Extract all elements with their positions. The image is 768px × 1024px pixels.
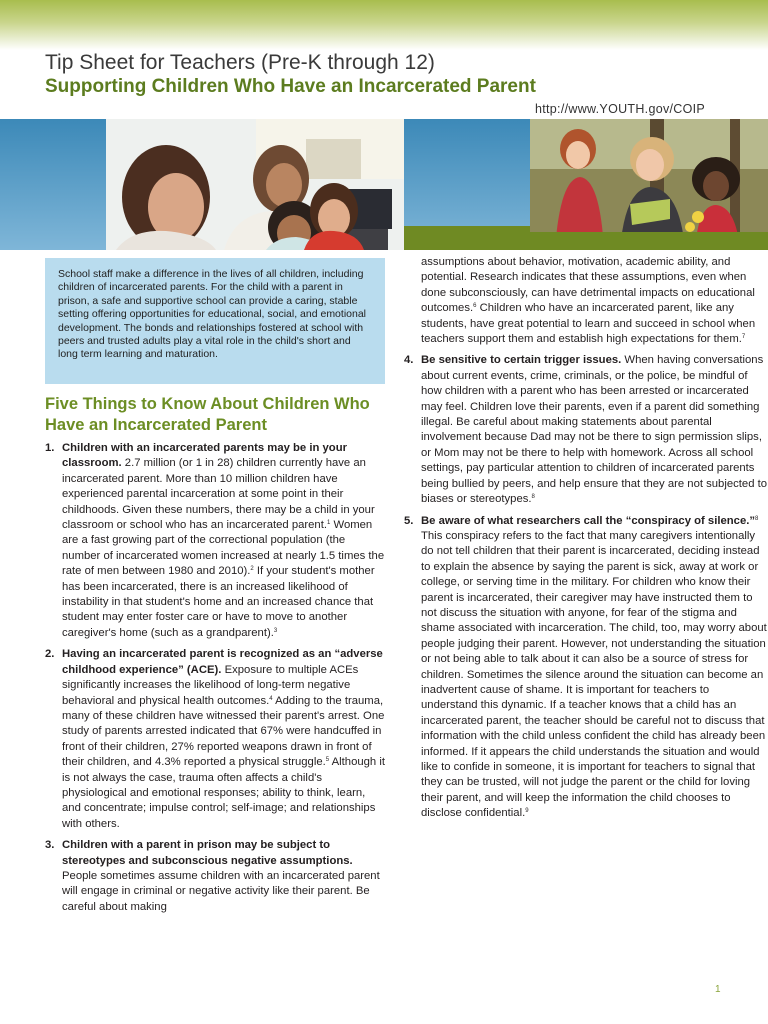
right-column (404, 255, 768, 828)
item-text: Children who have an incarcerated parent, like any students, have great potential to learn and succeed in school when teachers support them and establish high expectations for them. (421, 302, 756, 346)
item-title: Children with a parent in prison may be subject to stereotypes and subconscious negative assumptions. (62, 839, 353, 867)
footnote-ref: 2 (250, 566, 254, 573)
footnote-ref: 5 (325, 757, 330, 764)
item-text: Exposure to multiple ACEs significantly increases the likelihood of long-term negative behavioral and physical health outcomes. (62, 663, 359, 707)
item-text: This conspiracy refers to the fact that many caregivers intentionally do not tell children that their parent is incarcerated, deciding instead to explain the absence by saying the parent is sick, away at work or college, or serving time in the military. For children who know their parent is incarcerated, their caregiver may have instructed them to not discuss the situation with anyone, for fear of the stigma and shame associated with incarceration. The child, too, may worry about people judging their parent. However, not understanding the situation or not being able to talk about it can also be a source of stress for children. Sometimes the silence around the situation can become an inadvertent cause of shame. It is important for teachers to understand this dynamic. If a teacher knows that a child has an incarcerated parent, the teacher should be careful not to discuss that information with the child unless confident the child has already been informed. If it appears the child understands the situation and would like to confide in someone, it is important for teachers to signal that they can be trusted, will not judge the parent or the child for loving their parent, and will keep the information the child chooses to disclose confidential. (421, 529, 767, 820)
item-number: 1. (45, 442, 55, 454)
item-title: Be aware of what researchers call the “conspiracy of silence.” (421, 514, 756, 527)
footnote-ref: 6 (473, 303, 477, 310)
intro-text: School staff make a difference in the lives of all children, including children of incarcerated parents. For the child with a parent in prison, a safe and supportive school can provide a caring, stable setting offering opportunities for educational, social, and emotional development. The bonds and relationships fostered at school with peers and trusted adults play a vital role in the child's short and long term learning and maturation. (58, 268, 367, 361)
item-text: 2.7 million (or 1 in 28) children currently have an incarcerated parent. More than 10 million children have experienced parental incarceration at some point in their childhoods. Given these numbers, there may be a child in your classroom or school who has an incarcerated parent. (62, 457, 375, 532)
outdoor-photo (530, 119, 768, 250)
item-text: If your student's mother has been incarcerated, there is an increased likelihood of instability in that student's home and an increased chance that student may enter foster care or have to move to another caregiver's home (such as a grandparent). (62, 565, 375, 639)
list-item (45, 838, 385, 915)
footnote-ref: 9 (525, 808, 529, 815)
item-title: Children with an incarcerated parents may be in your classroom. (62, 442, 348, 470)
item-title: Having an incarcerated parent is recognized as an “adverse childhood experience” (ACE). (62, 648, 383, 676)
footnote-ref: 1 (327, 520, 331, 527)
item-text: assumptions about behavior, motivation, academic ability, and potential. Research indicates that these assumptions, even when done subconsciously, can have detrimental impacts on educational outcomes. (421, 256, 755, 315)
page-title: Tip Sheet for Teachers (Pre-K through 12) (45, 51, 435, 74)
list-item (45, 647, 385, 832)
item-number: 4. (404, 354, 414, 367)
item-title: Be sensitive to certain trigger issues. (421, 354, 622, 367)
item-number: 3. (45, 839, 55, 852)
decorative-green-strip (404, 232, 768, 250)
item-text: People sometimes assume children with an incarcerated parent will engage in criminal or negative activity like their parent. Be careful about making (62, 869, 380, 913)
classroom-photo (106, 119, 404, 250)
page-subtitle: Supporting Children Who Have an Incarcerated Parent (45, 76, 536, 97)
item-text: Although it is not always the case, trauma often affects a child's physiological and emotional responses; ability to think, learn, and concentrate; impulse control; self-image; and relationships with others. (62, 756, 385, 830)
list-item (404, 514, 768, 822)
item-text: Adding to the trauma, many of these children have witnessed their parent's arrest. One study of parents arrested indicated that 67% were handcuffed in front of their children, 27% reported weapons drawn in front of their children, and 4.3% reported a physical struggle. (62, 694, 385, 769)
website-link[interactable]: http://www.YOUTH.gov/COIP (535, 102, 706, 116)
left-column (45, 441, 385, 921)
footnote-ref: 8 (531, 494, 535, 501)
page-number: 1 (715, 984, 721, 995)
item-text: When having conversations about current events, crime, criminals, or the police, be mindful of how children with a parent who has been arrested or incarcerated may feel. Children love their parents, even if a parent did something illegal. Be careful about making statements about parental involvement because Dad may not be there to sign permission slips, or Mom may not be there to help with homework. Across all school settings, pay particular attention to children of incarcerated parents being bullied by peers, and help ensure that they are not subjected to biases or stereotypes. (421, 354, 768, 506)
list-item (45, 441, 385, 641)
header-gradient-band (0, 0, 768, 50)
footnote-ref: 3 (273, 627, 278, 634)
section-heading: Five Things to Know About Children Who Have an Incarcerated Parent (45, 395, 370, 434)
item-text: Women are a fast growing part of the correctional population (the number of incarcerated women increased at nearly 1.5 times the rate of men between 1980 and 2010). (62, 519, 385, 578)
classroom-photo-illustration (106, 119, 404, 250)
item-number: 2. (45, 648, 55, 661)
list-item (404, 353, 768, 507)
footnote-ref: 8 (755, 515, 759, 522)
item-number: 5. (404, 514, 414, 527)
footnote-ref: 7 (741, 334, 746, 341)
item-continuation (404, 255, 768, 347)
footnote-ref: 4 (269, 695, 273, 702)
outdoor-photo-illustration (530, 119, 768, 250)
intro-callout (45, 258, 385, 384)
decorative-blue-band-left (0, 119, 106, 250)
